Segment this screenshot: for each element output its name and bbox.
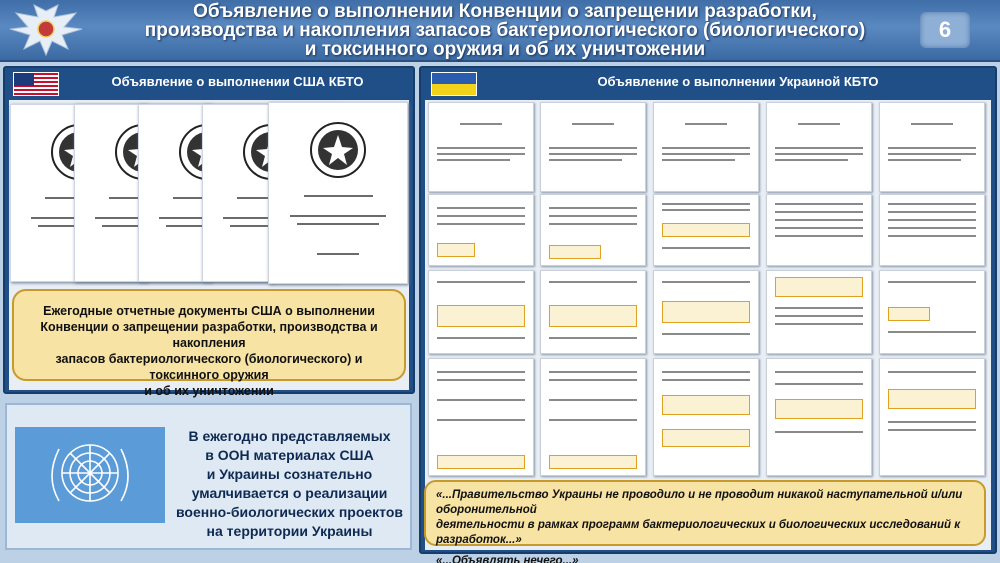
title-bar: [0, 0, 1000, 62]
ua-document-page: [653, 194, 759, 266]
un-statement: В ежегодно представляемых в ООН материалах США и Украины сознательно умалчивается о реализации военно-биологических проектов на территории Украины: [175, 428, 404, 539]
us-panel-title: Объявление о выполнении США КБТО: [111, 74, 364, 89]
ua-document-page: [653, 358, 759, 476]
ua-document-page: [879, 270, 985, 354]
ua-document-page: [879, 194, 985, 266]
ua-document-page: [428, 102, 534, 192]
ua-document-page: [653, 102, 759, 192]
eagle-emblem-icon: [6, 3, 86, 59]
un-panel: [5, 403, 412, 550]
ua-panel-title: Объявление о выполнении Украиной КБТО: [597, 74, 879, 89]
ua-document-page: [428, 358, 534, 476]
us-document: [268, 102, 408, 284]
ua-document-page: [540, 102, 646, 192]
ua-document-page: [766, 194, 872, 266]
us-flag-icon: [13, 72, 59, 96]
ua-document-page: [540, 270, 646, 354]
page-title: Объявление о выполнении Конвенции о запрещении разработки, производства и накопления запасов бактериологического (биологического) и токсинного оружия и об их уничтожении: [144, 1, 866, 60]
ua-document-page: [766, 102, 872, 192]
ua-document-page: [428, 194, 534, 266]
un-emblem-icon: [15, 427, 165, 523]
us-reports-callout: Ежегодные отчетные документы США о выполнении Конвенции о запрещении разработки, производства и накопления запасов бактериологического (биологического) и токсинного оружия и об их уничтожении: [12, 289, 406, 381]
page-number: 6: [920, 12, 970, 48]
us-seal-icon: [309, 121, 367, 179]
ua-document-page: [879, 102, 985, 192]
ua-document-page: [766, 270, 872, 354]
ua-document-page: [540, 358, 646, 476]
ua-document-page: [428, 270, 534, 354]
ua-flag-icon: [431, 72, 477, 96]
ua-document-page: [879, 358, 985, 476]
ukraine-quote: «...Правительство Украины не проводило и не проводит никакой наступательной и/или оборонительной деятельности в рамках программ бактериологических и биологических исследований к разработок...» «...Объявлять нечего...»: [424, 480, 986, 546]
ua-document-page: [766, 358, 872, 476]
ua-document-page: [653, 270, 759, 354]
ua-document-page: [540, 194, 646, 266]
